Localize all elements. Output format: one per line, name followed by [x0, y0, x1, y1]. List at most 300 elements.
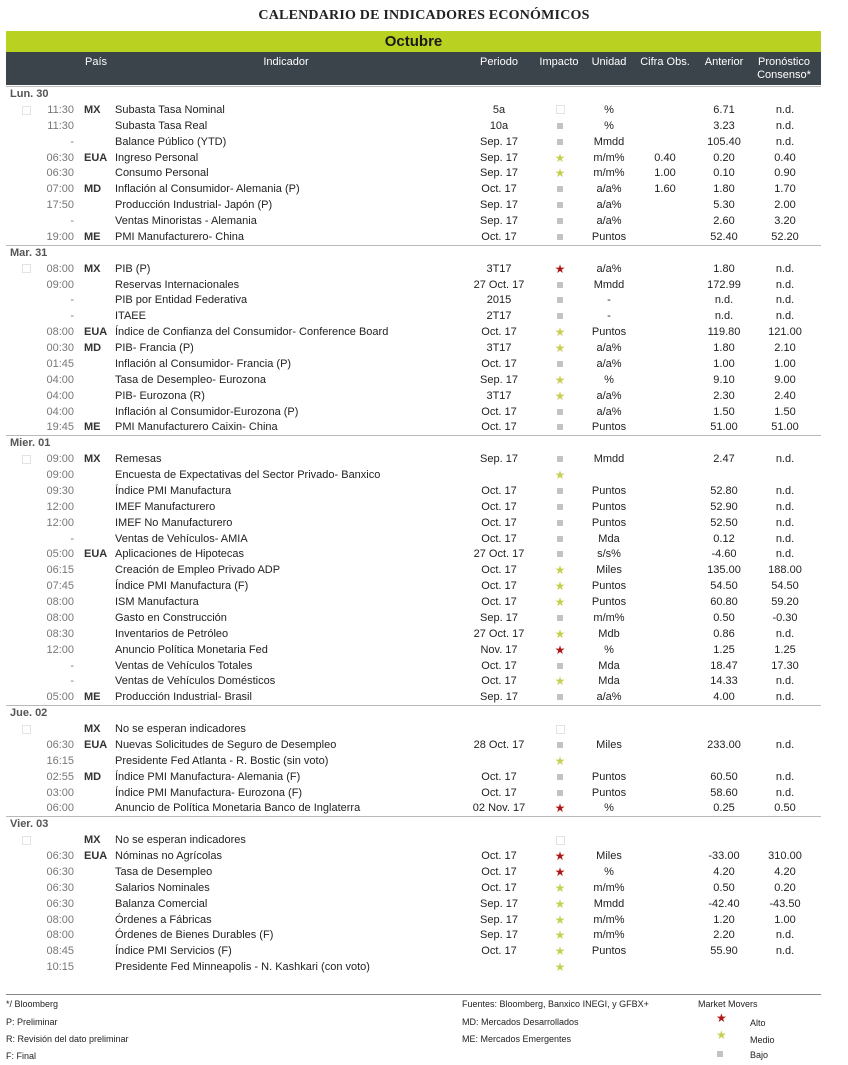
col-anterior: Anterior — [704, 56, 744, 68]
cell-anterior: 172.99 — [707, 278, 741, 291]
cell-pronostico: 0.50 — [774, 802, 796, 815]
day-label: Jue. 02 — [10, 707, 48, 720]
cell-indicador: Ventas de Vehículos- AMIA — [115, 532, 248, 545]
impact-medio-star-icon: ★ — [554, 150, 566, 165]
cell-pronostico: n.d. — [775, 310, 795, 323]
table-row — [6, 419, 821, 435]
cell-pronostico: 0.40 — [774, 151, 796, 164]
day-header — [6, 86, 821, 102]
cell-periodo: 27 Oct. 17 — [473, 278, 525, 291]
cell-hora: 12:00 — [46, 500, 74, 513]
col-cifra-obs: Cifra Obs. — [640, 56, 690, 68]
cell-hora: 08:30 — [46, 627, 74, 640]
cell-indicador: Ventas de Vehículos Totales — [115, 659, 253, 672]
footnote-bloomberg: */ Bloomberg — [6, 999, 59, 1009]
impact-bajo-square-icon — [544, 737, 576, 753]
cell-hora: 09:00 — [46, 469, 74, 481]
cell-periodo: Oct. 17 — [481, 357, 517, 370]
impact-empty-icon — [544, 721, 576, 737]
cell-indicador: PMI Manufacturero Caixin- China — [115, 421, 278, 434]
table-row — [6, 658, 821, 674]
cell-pronostico: n.d. — [775, 786, 795, 799]
cell-hora: 03:00 — [46, 786, 74, 799]
cell-indicador: Órdenes a Fábricas — [115, 913, 212, 926]
impact-alto-star-icon: ★ — [554, 261, 566, 276]
table-row — [6, 848, 821, 864]
cell-anterior: 14.33 — [710, 675, 738, 688]
cell-periodo: Sep. 17 — [480, 611, 518, 624]
cell-unidad: Mdb — [598, 627, 620, 640]
impact-bajo-square-icon — [544, 308, 576, 324]
cell-hora: 07:00 — [46, 183, 74, 196]
cell-indicador: IMEF No Manufacturero — [115, 516, 233, 529]
impact-bajo-square-icon — [544, 689, 576, 705]
day-label: Lun. 30 — [10, 88, 49, 100]
footnote-md: MD: Mercados Desarrollados — [462, 1017, 579, 1027]
table-row — [6, 451, 821, 467]
col-indicador: Indicador — [263, 56, 309, 68]
col-pais: País — [84, 56, 107, 68]
table-row — [6, 864, 821, 880]
cell-indicador: Remesas — [115, 453, 162, 466]
cell-indicador: Índice PMI Manufactura- Eurozona (F) — [115, 786, 303, 799]
cell-anterior: 119.80 — [707, 326, 741, 339]
cell-hora: - — [70, 294, 74, 307]
cell-anterior: 135.00 — [707, 564, 741, 577]
calendar-table — [6, 86, 821, 975]
cell-unidad: Mmdd — [593, 453, 625, 466]
cell-pronostico: 121.00 — [768, 326, 802, 339]
cell-hora: 05:00 — [46, 691, 74, 704]
cell-hora: 08:00 — [46, 326, 74, 339]
cell-periodo: Oct. 17 — [481, 659, 517, 672]
cell-pronostico: 51.00 — [771, 421, 799, 434]
cell-indicador: Presidente Fed Atlanta - R. Bostic (sin voto) — [115, 754, 329, 767]
cell-periodo: Oct. 17 — [481, 945, 517, 958]
cell-periodo: 27 Oct. 17 — [473, 627, 525, 640]
cell-unidad: Puntos — [591, 786, 627, 799]
cell-indicador: PIB por Entidad Federativa — [115, 294, 248, 307]
cell-indicador: Producción Industrial- Brasil — [115, 691, 252, 704]
cell-pronostico: n.d. — [775, 119, 795, 132]
impact-bajo-square-icon — [544, 181, 576, 197]
table-row — [6, 800, 821, 816]
cell-anterior: 233.00 — [707, 738, 741, 751]
legend-alto: Alto — [750, 1018, 766, 1028]
impact-empty-icon — [544, 102, 576, 118]
table-row — [6, 959, 821, 975]
cell-anterior: -42.40 — [708, 897, 740, 910]
cell-anterior: 1.80 — [713, 342, 735, 354]
cell-pais: MX — [84, 834, 101, 847]
cell-hora: 09:00 — [46, 278, 74, 291]
cell-indicador: Balanza Comercial — [115, 897, 208, 910]
table-row — [6, 229, 821, 245]
impact-bajo-square-icon — [544, 213, 576, 229]
cell-unidad: Miles — [596, 564, 622, 577]
table-row — [6, 515, 821, 531]
cell-pronostico: 1.70 — [774, 183, 796, 196]
table-row — [6, 134, 821, 150]
cell-indicador: No se esperan indicadores — [115, 834, 246, 847]
impact-medio-star-icon: ★ — [554, 341, 566, 355]
table-row — [6, 165, 821, 181]
page-title: CALENDARIO DE INDICADORES ECONÓMICOS — [258, 8, 590, 23]
cell-unidad: Miles — [596, 738, 622, 751]
cell-periodo: Oct. 17 — [481, 881, 517, 894]
cell-hora: 10:15 — [46, 961, 74, 974]
impact-medio-star-icon: ★ — [554, 960, 566, 975]
impact-medio-star-icon: ★ — [554, 325, 566, 340]
impact-medio-star-icon: ★ — [554, 579, 566, 594]
cell-indicador: Ventas de Vehículos Domésticos — [115, 675, 276, 688]
cell-hora: 01:45 — [46, 357, 74, 370]
cell-pais: MX — [84, 723, 101, 735]
cell-pais: EUA — [84, 548, 108, 561]
impact-bajo-square-icon — [544, 531, 576, 547]
table-row — [6, 213, 821, 229]
cell-pronostico: n.d. — [775, 770, 795, 783]
cell-periodo: Oct. 17 — [481, 770, 517, 783]
cell-unidad: a/a% — [596, 357, 622, 370]
cell-periodo: Oct. 17 — [481, 564, 517, 577]
cell-periodo: 28 Oct. 17 — [473, 738, 525, 751]
table-row — [6, 277, 821, 293]
col-impacto: Impacto — [539, 56, 579, 68]
cell-anterior: 52.50 — [710, 516, 738, 529]
day-header — [6, 705, 821, 721]
cell-periodo: Sep. 17 — [480, 215, 518, 227]
cell-indicador: Subasta Tasa Real — [115, 119, 208, 132]
cell-hora: 00:30 — [46, 342, 74, 354]
cell-hora: 06:30 — [46, 167, 74, 180]
cell-hora: 11:30 — [47, 119, 74, 132]
cell-hora: 08:00 — [46, 611, 74, 624]
cell-pais: MD — [84, 183, 102, 196]
cell-hora: 06:30 — [46, 865, 74, 878]
cell-anterior: 54.50 — [710, 580, 738, 593]
cell-pronostico: n.d. — [775, 453, 795, 466]
cell-pronostico: 2.10 — [774, 342, 796, 354]
impact-bajo-square-icon — [544, 546, 576, 562]
cell-periodo: Sep. 17 — [480, 691, 518, 704]
table-row — [6, 340, 821, 356]
cell-hora: 17:50 — [46, 199, 74, 212]
cell-anterior: -4.60 — [711, 548, 737, 561]
cell-indicador: Aplicaciones de Hipotecas — [115, 548, 245, 561]
impact-medio-star-icon: ★ — [554, 563, 566, 578]
impact-bajo-square-icon — [544, 499, 576, 515]
table-row — [6, 912, 821, 928]
cell-unidad: a/a% — [596, 342, 622, 354]
cell-indicador: Producción Industrial- Japón (P) — [115, 199, 273, 212]
cell-periodo: Oct. 17 — [481, 326, 517, 339]
alto-star-icon: ★ — [716, 1011, 727, 1025]
day-label: Vier. 03 — [10, 818, 49, 831]
cell-pronostico: n.d. — [775, 738, 795, 751]
cell-pronostico: n.d. — [775, 484, 795, 497]
table-row — [6, 150, 821, 166]
cell-pronostico: -0.30 — [772, 611, 798, 624]
cell-indicador: ISM Manufactura — [115, 596, 199, 608]
cell-pronostico: 2.40 — [774, 389, 796, 402]
cell-indicador: Inflación al Consumidor-Eurozona (P) — [115, 405, 299, 418]
cell-hora: 04:00 — [46, 373, 74, 386]
cell-pronostico: n.d. — [775, 262, 795, 275]
cell-hora: - — [70, 215, 74, 227]
cell-hora: 06:15 — [46, 564, 74, 577]
cell-hora: 04:00 — [46, 389, 74, 402]
cell-hora: 16:15 — [46, 754, 74, 767]
table-row — [6, 404, 821, 420]
cell-periodo: Oct. 17 — [481, 580, 517, 593]
cell-periodo: Nov. 17 — [480, 643, 518, 656]
cell-periodo: Sep. 17 — [480, 167, 518, 180]
table-row — [6, 578, 821, 594]
cell-pronostico: 4.20 — [774, 865, 796, 878]
cell-pais: EUA — [84, 326, 108, 339]
cell-unidad: - — [607, 310, 611, 323]
cell-indicador: Inventarios de Petróleo — [115, 627, 229, 640]
impact-bajo-square-icon — [544, 769, 576, 785]
cell-periodo: Oct. 17 — [481, 405, 517, 418]
cell-indicador: ITAEE — [115, 310, 146, 323]
cell-periodo: 3T17 — [486, 389, 512, 402]
cell-anterior: 0.20 — [713, 151, 735, 164]
cell-hora: 06:30 — [46, 850, 74, 862]
cell-unidad: Puntos — [591, 230, 627, 243]
cell-periodo: 27 Oct. 17 — [473, 548, 525, 561]
cell-hora: 08:00 — [46, 929, 74, 942]
table-row — [6, 531, 821, 547]
cell-pronostico: -43.50 — [769, 897, 801, 910]
table-row — [6, 673, 821, 689]
table-row — [6, 943, 821, 959]
cell-pronostico: n.d. — [775, 500, 795, 513]
table-row — [6, 785, 821, 801]
cell-pronostico: 310.00 — [768, 850, 802, 862]
cell-hora: 06:00 — [46, 802, 74, 815]
cell-indicador: Ventas Minoristas - Alemania — [115, 215, 257, 227]
cell-indicador: Balance Público (YTD) — [115, 135, 227, 148]
cell-periodo: Sep. 17 — [480, 929, 518, 942]
cell-indicador: Tasa de Desempleo — [115, 865, 213, 878]
cell-indicador: PIB- Francia (P) — [115, 342, 194, 354]
table-row — [6, 102, 821, 118]
cell-anterior: 6.71 — [713, 103, 735, 116]
cell-periodo: Oct. 17 — [481, 850, 517, 862]
medio-star-icon: ★ — [716, 1028, 727, 1042]
cell-anterior: 4.20 — [713, 865, 735, 878]
cell-pronostico: n.d. — [775, 294, 795, 307]
cell-pronostico: 3.20 — [774, 215, 796, 227]
cell-anterior: 1.80 — [713, 183, 735, 196]
cell-periodo: Oct. 17 — [481, 865, 517, 878]
bajo-square-icon — [717, 1048, 723, 1058]
impact-bajo-square-icon — [544, 515, 576, 531]
cell-anterior: 1.25 — [713, 643, 735, 656]
cell-hora: 07:45 — [46, 580, 74, 593]
cell-unidad: % — [604, 103, 614, 116]
cell-hora: 09:00 — [46, 453, 74, 466]
cell-periodo: 2T17 — [486, 310, 512, 323]
cell-hora: 08:00 — [46, 913, 74, 926]
cell-unidad: Puntos — [591, 516, 627, 529]
legend-bajo: Bajo — [750, 1050, 769, 1060]
cell-indicador: Encuesta de Expectativas del Sector Privado- Banxico — [115, 469, 381, 481]
cell-unidad: % — [604, 802, 614, 815]
table-row — [6, 483, 821, 499]
footnote-final: F: Final — [6, 1051, 37, 1061]
cell-hora: - — [70, 675, 74, 688]
day-header — [6, 816, 821, 832]
impact-medio-star-icon: ★ — [554, 595, 566, 609]
cell-hora: 05:00 — [46, 548, 74, 561]
table-row — [6, 626, 821, 642]
cell-cifra-obs: 1.60 — [654, 183, 676, 196]
cell-anterior: 51.00 — [710, 421, 738, 434]
cell-unidad: a/a% — [596, 183, 622, 196]
impact-bajo-square-icon — [544, 197, 576, 213]
cell-unidad: Mmdd — [593, 897, 625, 910]
cell-pais: EUA — [84, 738, 108, 751]
cell-indicador: Creación de Empleo Privado ADP — [115, 564, 281, 577]
cell-hora: 19:45 — [46, 421, 74, 434]
impact-bajo-square-icon — [544, 134, 576, 150]
cell-unidad: % — [604, 373, 614, 386]
cell-unidad: a/a% — [596, 405, 622, 418]
cell-indicador: Inflación al Consumidor- Francia (P) — [115, 357, 292, 370]
cell-unidad: - — [607, 294, 611, 307]
impact-bajo-square-icon — [544, 118, 576, 134]
impact-medio-star-icon: ★ — [554, 753, 566, 768]
cell-hora: 08:45 — [46, 945, 74, 958]
cell-anterior: 1.80 — [713, 262, 735, 275]
cell-anterior: 55.90 — [710, 945, 738, 958]
cell-pais: MD — [84, 342, 102, 354]
table-row — [6, 308, 821, 324]
cell-anterior: 0.50 — [713, 611, 735, 624]
table-row — [6, 388, 821, 404]
table-row — [6, 832, 821, 848]
cell-anterior: 60.50 — [710, 770, 738, 783]
cell-indicador: Presidente Fed Minneapolis - N. Kashkari (con voto) — [115, 961, 370, 974]
impact-bajo-square-icon — [544, 451, 576, 467]
table-row — [6, 753, 821, 769]
cell-unidad: Puntos — [591, 596, 627, 608]
cell-pronostico: 54.50 — [771, 580, 799, 593]
table-row — [6, 896, 821, 912]
cell-unidad: m/m% — [593, 167, 625, 180]
cell-anterior: 0.10 — [713, 167, 735, 180]
cell-unidad: m/m% — [593, 913, 625, 926]
cell-pronostico: n.d. — [775, 627, 795, 640]
cell-periodo: Oct. 17 — [481, 532, 517, 545]
day-header — [6, 245, 821, 261]
cell-indicador: Tasa de Desempleo- Eurozona — [115, 373, 267, 386]
cell-indicador: Índice PMI Servicios (F) — [115, 945, 232, 958]
cell-hora: 04:00 — [46, 405, 74, 418]
impact-bajo-square-icon — [544, 483, 576, 499]
cell-unidad: Puntos — [591, 945, 627, 958]
cell-hora: - — [70, 310, 74, 323]
cell-hora: 08:00 — [46, 596, 74, 608]
cell-pais: MX — [84, 103, 101, 116]
cell-periodo: Oct. 17 — [481, 230, 517, 243]
cell-pronostico: n.d. — [775, 945, 795, 958]
cell-hora: - — [70, 659, 74, 672]
cell-pronostico: n.d. — [775, 135, 795, 148]
cell-pais: EUA — [84, 151, 108, 164]
cell-periodo: Oct. 17 — [481, 596, 517, 608]
cell-anterior: 1.50 — [713, 405, 735, 418]
table-row — [6, 562, 821, 578]
cell-anterior: 60.80 — [710, 596, 738, 608]
cell-pronostico: n.d. — [775, 532, 795, 545]
table-row — [6, 467, 821, 483]
cell-indicador: Salarios Nominales — [115, 881, 210, 894]
cell-anterior: 9.10 — [713, 373, 735, 386]
impact-alto-star-icon: ★ — [554, 801, 566, 816]
cell-pais: MX — [84, 262, 101, 275]
cell-periodo: Oct. 17 — [481, 516, 517, 529]
cell-anterior: 1.00 — [713, 357, 735, 370]
cell-pronostico: 0.20 — [774, 881, 796, 894]
cell-anterior: 4.00 — [713, 691, 735, 704]
cell-indicador: Nóminas no Agrícolas — [115, 850, 222, 862]
cell-anterior: 0.12 — [713, 532, 735, 545]
cell-hora: 12:00 — [46, 516, 74, 529]
table-row — [6, 642, 821, 658]
cell-periodo: Sep. 17 — [480, 199, 518, 212]
cell-hora: - — [70, 532, 74, 545]
cell-cifra-obs: 0.40 — [654, 151, 676, 164]
impact-bajo-square-icon — [544, 610, 576, 626]
cell-hora: 06:30 — [46, 151, 74, 164]
cell-pais: MX — [84, 453, 101, 466]
cell-indicador: PIB (P) — [115, 262, 151, 275]
cell-hora: 06:30 — [46, 897, 74, 910]
impact-medio-star-icon: ★ — [554, 626, 566, 641]
cell-unidad: a/a% — [596, 262, 622, 275]
cell-indicador: Anuncio Política Monetaria Fed — [115, 643, 268, 656]
cell-unidad: Mmdd — [593, 135, 625, 148]
cell-unidad: m/m% — [593, 611, 625, 624]
cell-unidad: m/m% — [593, 881, 625, 894]
impact-medio-star-icon: ★ — [554, 880, 566, 895]
impact-medio-star-icon: ★ — [554, 372, 566, 387]
cell-indicador: Órdenes de Bienes Durables (F) — [115, 929, 274, 942]
cell-anterior: 1.20 — [713, 913, 735, 926]
cell-anterior: n.d. — [714, 310, 734, 323]
cell-hora: 19:00 — [46, 230, 74, 243]
cell-unidad: % — [604, 643, 614, 656]
cell-periodo: Oct. 17 — [481, 421, 517, 434]
impact-medio-star-icon: ★ — [554, 388, 566, 403]
cell-unidad: Puntos — [591, 580, 627, 593]
legend-medio: Medio — [750, 1035, 775, 1045]
impact-empty-icon — [544, 832, 576, 848]
table-row — [6, 181, 821, 197]
footnote-me: ME: Mercados Emergentes — [462, 1034, 572, 1044]
cell-indicador: Índice PMI Manufactura — [115, 484, 232, 497]
cell-indicador: Índice de Confianza del Consumidor- Conference Board — [115, 326, 389, 339]
cell-unidad: Mda — [598, 532, 620, 545]
cell-pronostico: 1.25 — [774, 643, 796, 656]
cell-periodo: Oct. 17 — [481, 786, 517, 799]
table-row — [6, 546, 821, 562]
legend-title: Market Movers — [698, 999, 758, 1009]
